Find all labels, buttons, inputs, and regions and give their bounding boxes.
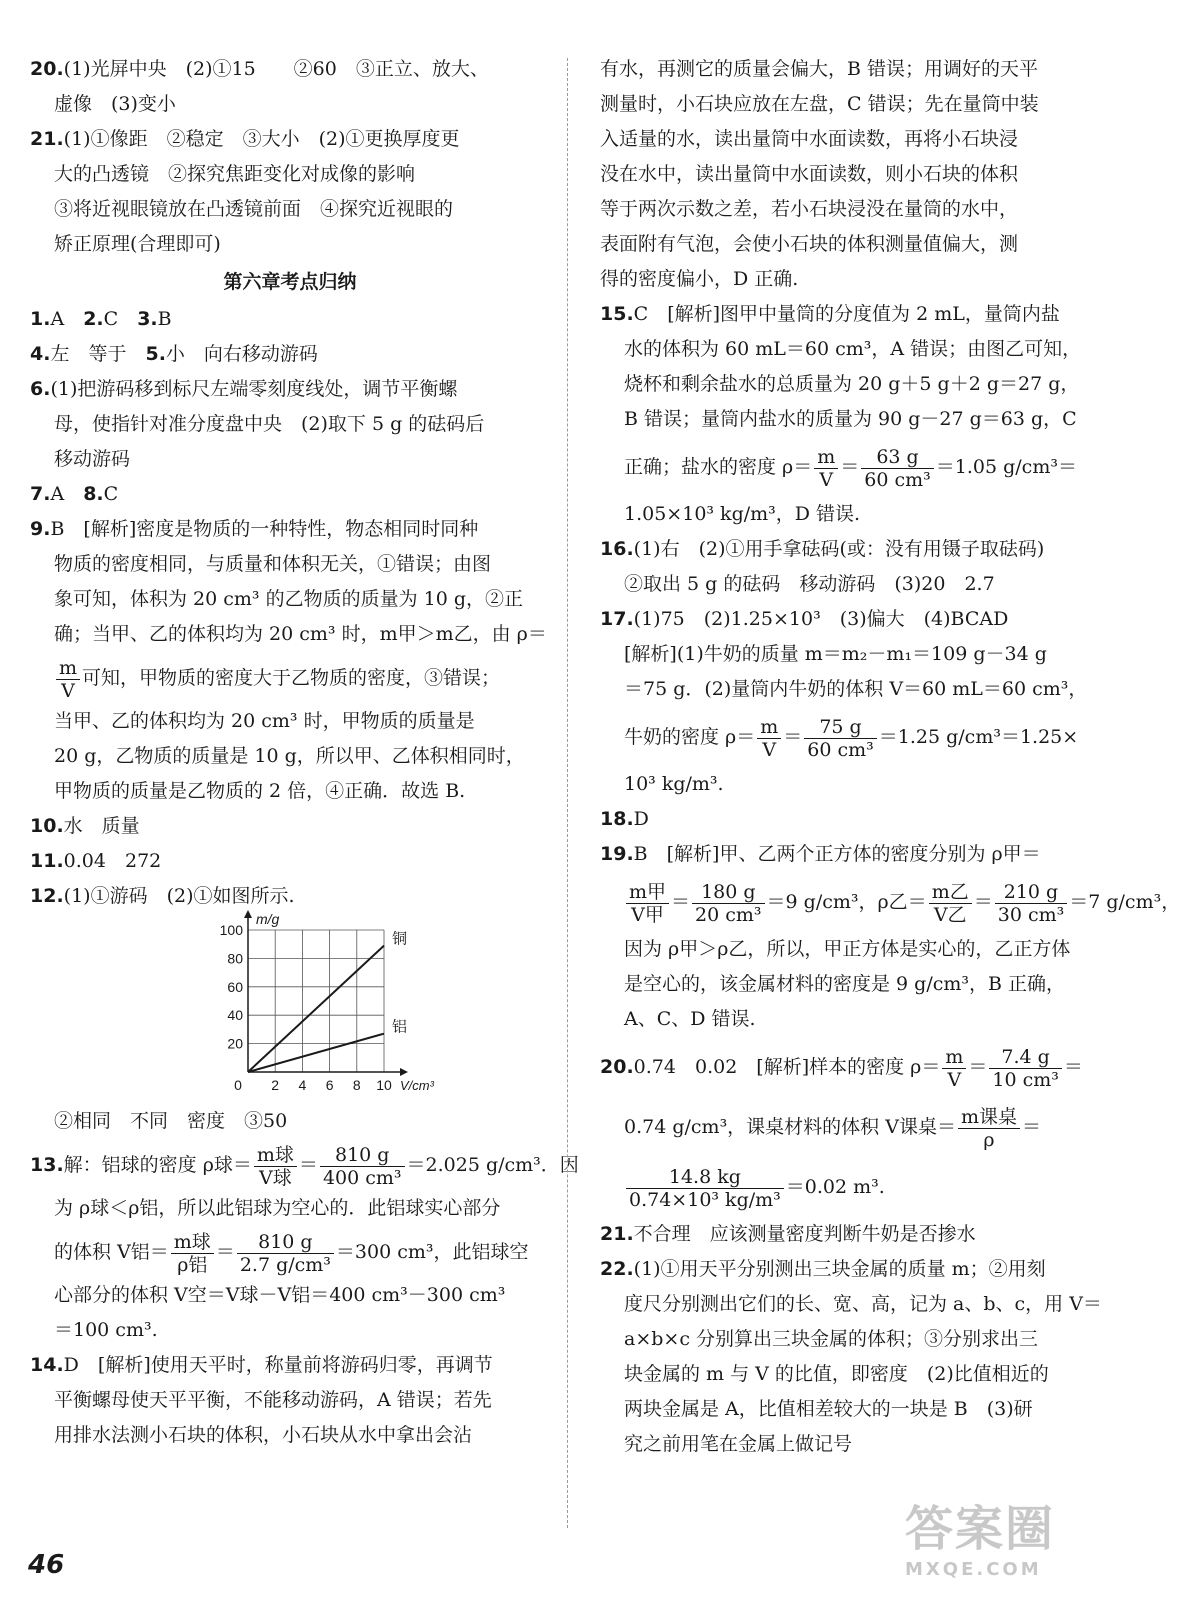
q22-line1: 22.(1)①用天平分别测出三块金属的质量 m；②用刻	[600, 1258, 1046, 1280]
q22-line4: 块金属的 m 与 V 的比值，即密度 (2)比值相近的	[624, 1363, 1049, 1385]
fraction: $\frac{m}{V}$	[56, 657, 80, 702]
q22-line6: 究之前用笔在金属上做记号	[624, 1433, 853, 1455]
q15-line2: 水的体积为 60 mL＝60 cm³，A 错误；由图乙可知，	[624, 338, 1082, 360]
q15-line4: B 错误；量筒内盐水的质量为 90 g－27 g＝63 g，C	[624, 408, 1077, 430]
q14-cont-line7: 得的密度偏小，D 正确.	[600, 268, 799, 290]
q20-line1: 20.(1)光屏中央 (2)①15 ②60 ③正立、放大、	[30, 58, 489, 80]
x-axis-label: V/cm³	[400, 1078, 434, 1093]
q9-line6: 当甲、乙的体积均为 20 cm³ 时，甲物质的质量是	[54, 710, 475, 732]
q13-line1: 13.解：铝球的密度 ρ球＝ $\frac{\text{m球}}{\text{V球}}$ ＝ $\frac{810 g}{\text{400 cm³}}$ ＝2.025 g/cm³．因	[30, 1143, 579, 1189]
q21: 21.不合理 应该测量密度判断牛奶是否掺水	[600, 1223, 976, 1245]
q20-line3: $\frac{14.8 kg}{\text{0.74×10³ kg/m³}}$ ＝0.02 m³.	[600, 1157, 1070, 1217]
fraction: $\frac{180 g}{\text{20 cm³}}$	[692, 881, 765, 926]
fraction: $\frac{\text{m甲}}{\text{V甲}}$	[626, 881, 669, 926]
q15-line3: 烧杯和剩余盐水的总质量为 20 g＋5 g＋2 g＝27 g，	[624, 373, 1080, 395]
right-column	[600, 52, 1180, 1462]
q9-line5: $\frac{m}{V}$ 可知，甲物质的密度大于乙物质的密度，③错误；	[30, 652, 550, 704]
q9-line3: 象可知，体积为 20 cm³ 的乙物质的质量为 10 g，②正	[54, 588, 523, 610]
q19-line2: $\frac{\text{m甲}}{\text{V甲}}$ ＝ $\frac{180 g}{\text{20 cm³}}$ ＝9 g/cm³，ρ乙＝ $\frac{\text{m乙}}{\text{V乙}}$ ＝ $\frac{210 g}{\text{30 cm³}}$ ＝7 g/cm³，	[600, 872, 1070, 932]
q14-cont-line5: 等于两次示数之差，若小石块浸没在量筒的水中，	[600, 198, 1019, 220]
fraction: $\frac{m}{V}$	[942, 1046, 966, 1091]
q13-line3: 的体积 V铝＝ $\frac{\text{m球}}{\text{ρ铝}}$ ＝ $\frac{810 g}{\text{2.7 g/cm³}}$ ＝300 cm³，此铝球空	[54, 1230, 529, 1276]
fraction: $\frac{75 g}{\text{60 cm³}}$	[804, 716, 877, 761]
y-tick-label: 60	[227, 978, 243, 995]
chart-svg	[180, 911, 460, 1104]
q22-line3: a×b×c 分别算出三块金属的体积；③分别求出三	[624, 1328, 1039, 1350]
q21-line3: ③将近视眼镜放在凸透镜前面 ④探究近视眼的	[54, 198, 454, 220]
series-label: 铝	[392, 1017, 408, 1036]
q9-line4: 确；当甲、乙的体积均为 20 cm³ 时，m甲＞m乙，由 ρ＝	[54, 623, 547, 645]
y-tick-label: 80	[227, 950, 243, 967]
fraction: $\frac{210 g}{\text{30 cm³}}$	[995, 881, 1068, 926]
q21-line1: 21.(1)①像距 ②稳定 ③大小 (2)①更换厚度更	[30, 128, 460, 150]
q9-line2: 物质的密度相同，与质量和体积无关，①错误；由图	[54, 553, 492, 575]
watermark-top: 答案圈	[905, 1501, 1056, 1557]
q17-line5: 10³ kg/m³.	[624, 773, 724, 795]
q17-line4: 牛奶的密度 ρ＝ $\frac{m}{V}$ ＝ $\frac{75 g}{\text{60 cm³}}$ ＝1.25 g/cm³＝1.25×	[624, 715, 1079, 761]
q13-line2: 为 ρ球＜ρ铝，所以此铝球为空心的．此铝球实心部分	[54, 1197, 501, 1219]
q6-line3: 移动游码	[54, 448, 131, 470]
q20-line2: 虚像 (3)变小	[54, 93, 176, 115]
fraction: $\frac{m}{V}$	[814, 446, 838, 491]
q19-line1: 19.B [解析]甲、乙两个正方体的密度分别为 ρ甲＝	[600, 843, 1041, 865]
q14-cont-line6: 表面附有气泡，会使小石块的体积测量值偏大，测	[600, 233, 1019, 255]
q14-cont-line2: 测量时，小石块应放在左盘，C 错误；先在量筒中装	[600, 93, 1039, 115]
y-tick-label: 100	[219, 922, 243, 938]
q21-line2: 大的凸透镜 ②探究焦距变化对成像的影响	[54, 163, 416, 185]
q13-line5: ＝100 cm³.	[54, 1319, 158, 1341]
fraction: $\frac{810 g}{\text{2.7 g/cm³}}$	[237, 1231, 334, 1276]
fraction: $\frac{63 g}{\text{60 cm³}}$	[861, 446, 934, 491]
q18: 18.D	[600, 808, 649, 830]
q6-line1: 6.(1)把游码移到标尺左端零刻度线处，调节平衡螺	[30, 378, 458, 400]
fraction: $\frac{\text{m球}}{\text{ρ铝}}$	[171, 1231, 214, 1276]
q14-line2: 平衡螺母使天平平衡，不能移动游码，A 错误；若先	[54, 1389, 492, 1411]
q9-line8: 甲物质的质量是乙物质的 2 倍，④正确．故选 B.	[54, 780, 466, 802]
y-axis-label: m/g	[256, 911, 280, 927]
x-tick-label: 4	[298, 1077, 307, 1093]
q19-line5: A、C、D 错误.	[624, 1008, 756, 1030]
fraction: $\frac{\text{m课桌}}{\rho}$	[958, 1106, 1020, 1151]
fraction: $\frac{14.8 kg}{\text{0.74×10³ kg/m³}}$	[626, 1166, 784, 1211]
fraction: $\frac{m}{V}$	[757, 716, 781, 761]
q15-line6: 1.05×10³ kg/m³，D 错误.	[624, 503, 861, 525]
watermark-logo	[905, 1490, 1075, 1585]
fraction: $\frac{7.4 g}{\text{10 cm³}}$	[989, 1046, 1062, 1091]
q14-cont-line3: 入适量的水，读出量筒中水面读数，再将小石块浸	[600, 128, 1019, 150]
fraction: $\frac{\text{m乙}}{\text{V乙}}$	[929, 881, 972, 926]
fraction: $\frac{\text{m球}}{\text{V球}}$	[254, 1144, 297, 1189]
q20-line1: 20.0.74 0.02 [解析]样本的密度 ρ＝ $\frac{m}{V}$ ＝ $\frac{7.4 g}{\text{10 cm³}}$ ＝	[600, 1045, 1083, 1091]
q19-line3: 因为 ρ甲＞ρ乙，所以，甲正方体是实心的，乙正方体	[624, 938, 1071, 960]
q19-line4: 是空心的，该金属材料的密度是 9 g/cm³，B 正确，	[624, 973, 1066, 995]
x-tick-label: 6	[325, 1077, 334, 1093]
x-tick-label: 2	[271, 1077, 280, 1093]
chapter-heading: 第六章考点归纳	[223, 271, 357, 293]
q20-line2: 0.74 g/cm³，课桌材料的体积 V课桌＝ $\frac{\text{m课桌}}{\rho}$ ＝	[624, 1105, 1041, 1151]
fraction: $\frac{810 g}{\text{400 cm³}}$	[320, 1144, 405, 1189]
q17-line3: ＝75 g．(2)量筒内牛奶的体积 V＝60 mL＝60 cm³，	[624, 678, 1088, 700]
q15-line5: 正确；盐水的密度 ρ＝ $\frac{m}{V}$ ＝ $\frac{63 g}{\text{60 cm³}}$ ＝1.05 g/cm³＝	[624, 445, 1077, 491]
q14-line3: 用排水法测小石块的体积，小石块从水中拿出会沾	[54, 1424, 473, 1446]
page-number: 46	[28, 1550, 65, 1580]
q14-cont-line4: 没在水中，读出量筒中水面读数，则小石块的体积	[600, 163, 1019, 185]
x-tick-label: 10	[376, 1077, 392, 1093]
q7-8: 7.A 8.C	[30, 483, 119, 505]
q16-line1: 16.(1)右 (2)①用手拿砝码(或：没有用镊子取砝码)	[600, 538, 1045, 560]
left-column	[30, 52, 579, 1453]
q9-line1: 9.B [解析]密度是物质的一种特性，物态相同时同种	[30, 518, 479, 540]
q21-line4: 矫正原理(合理即可)	[54, 233, 221, 255]
series-label: 铜	[392, 929, 408, 948]
watermark-bottom: MXQE.COM	[905, 1559, 1042, 1580]
q22-line2: 度尺分别测出它们的长、宽、高，记为 a、b、c，用 V＝	[624, 1293, 1102, 1315]
y-tick-label: 20	[227, 1035, 243, 1052]
q22-line5: 两块金属是 A，比值相差较大的一块是 B (3)研	[624, 1398, 1033, 1420]
q11: 11.0.04 272	[30, 850, 162, 872]
q9-line7: 20 g，乙物质的质量是 10 g，所以甲、乙体积相同时，	[54, 745, 525, 767]
q13-line4: 心部分的体积 V空＝V球－V铝＝400 cm³－300 cm³	[54, 1284, 506, 1306]
x-tick-label: 0	[234, 1077, 242, 1093]
q14-cont-line1: 有水，再测它的质量会偏大，B 错误；用调好的天平	[600, 58, 1039, 80]
q17-line1: 17.(1)75 (2)1.25×10³ (3)偏大 (4)BCAD	[600, 608, 1009, 630]
q16-line2: ②取出 5 g 的砝码 移动游码 (3)20 2.7	[624, 573, 995, 595]
x-tick-label: 8	[352, 1077, 361, 1093]
x-axis-arrow	[400, 1068, 408, 1076]
q10: 10.水 质量	[30, 815, 140, 837]
column-divider	[567, 58, 568, 1528]
q6-line2: 母，使指针对准分度盘中央 (2)取下 5 g 的砝码后	[54, 413, 485, 435]
q1-3: 1.A 2.C 3.B	[30, 308, 172, 330]
mass-volume-chart	[30, 911, 550, 1104]
q4-5: 4.左 等于 5.小 向右移动游码	[30, 343, 318, 365]
q14-line1: 14.D [解析]使用天平时，称量前将游码归零，再调节	[30, 1354, 493, 1376]
q12-line1: 12.(1)①游码 (2)①如图所示.	[30, 885, 295, 907]
y-tick-label: 40	[227, 1007, 243, 1024]
q12-line2: ②相同 不同 密度 ③50	[54, 1110, 288, 1132]
q15-line1: 15.C [解析]图甲中量筒的分度值为 2 mL，量筒内盐	[600, 303, 1060, 325]
q17-line2: [解析](1)牛奶的质量 m＝m₂－m₁＝109 g－34 g	[624, 643, 1047, 665]
